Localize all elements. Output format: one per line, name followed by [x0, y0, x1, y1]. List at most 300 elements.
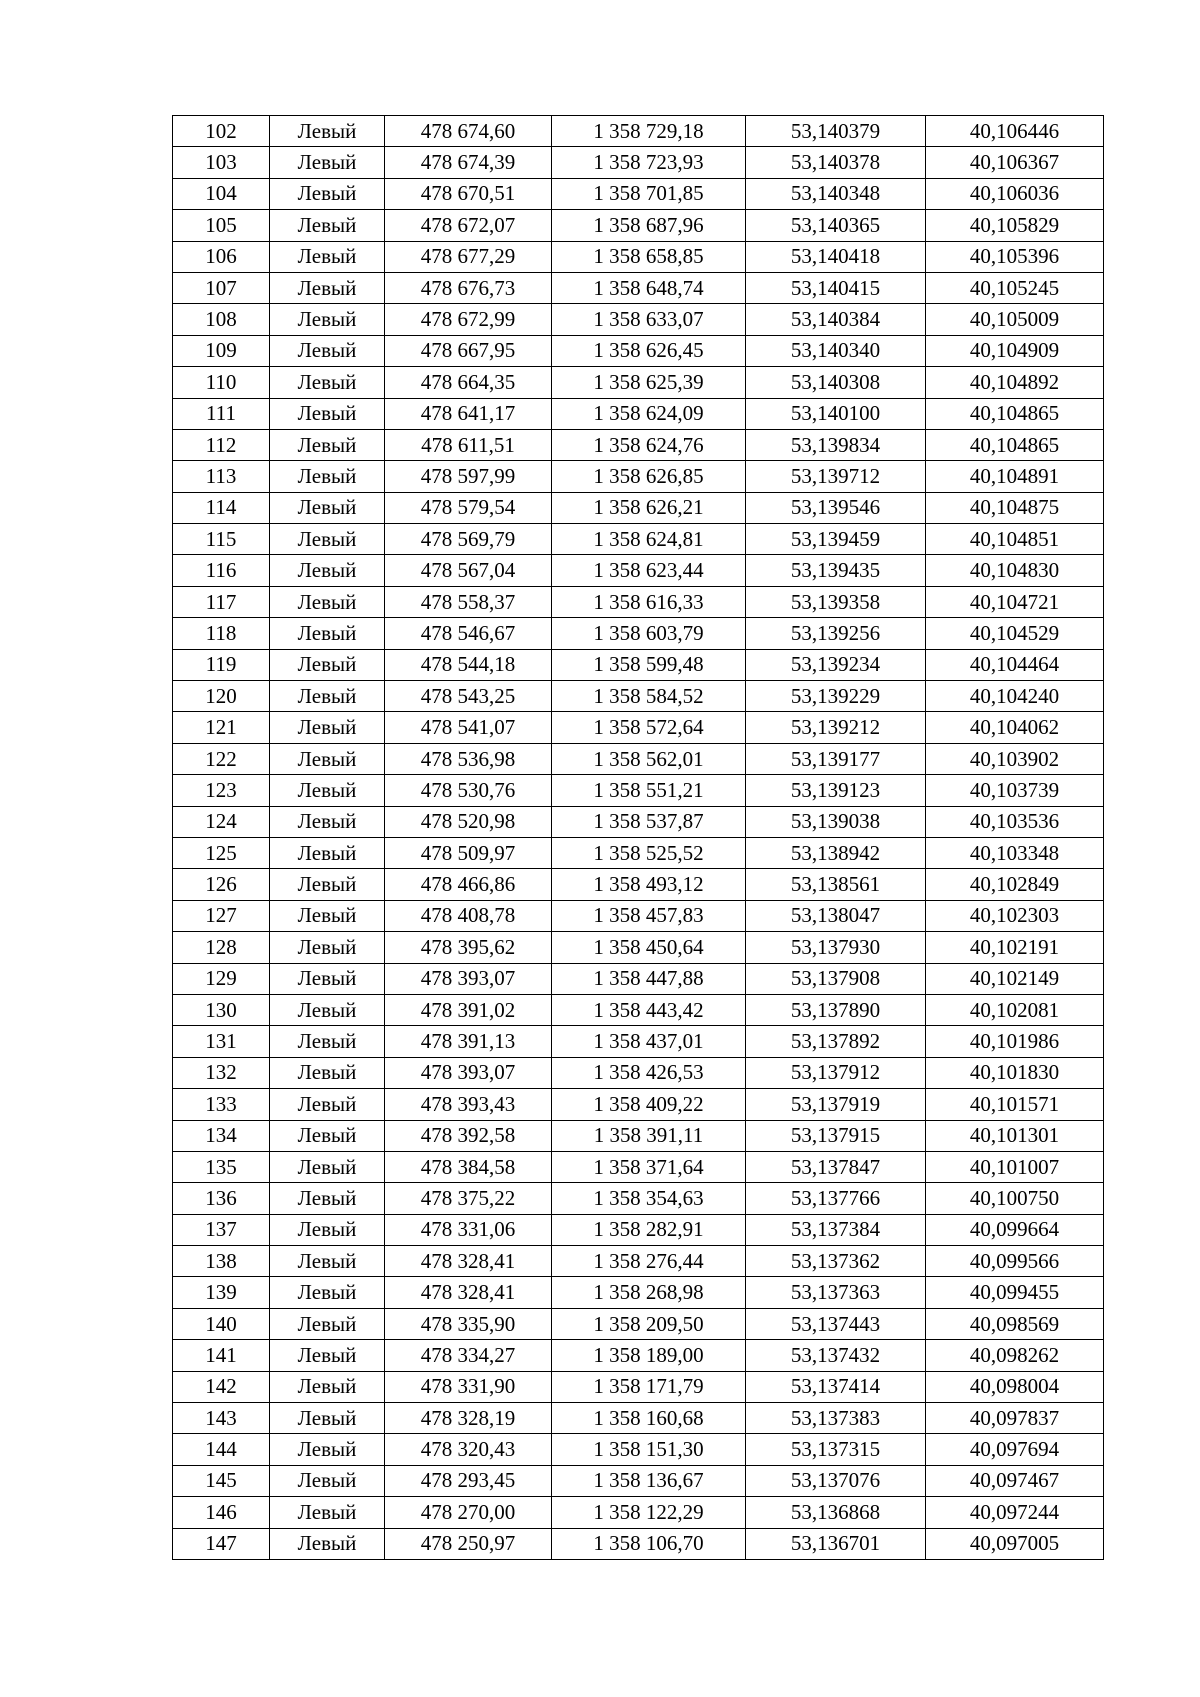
coordinate-x-cell: 478 674,60	[385, 116, 552, 147]
side-cell: Левый	[270, 241, 385, 272]
table-row	[173, 335, 1104, 366]
side-cell: Левый	[270, 743, 385, 774]
coordinate-y-cell: 1 358 603,79	[552, 618, 746, 649]
coordinate-x-cell: 478 544,18	[385, 649, 552, 680]
latitude-cell: 53,136701	[746, 1528, 926, 1559]
longitude-cell: 40,104892	[926, 367, 1104, 398]
coordinate-x-cell: 478 530,76	[385, 775, 552, 806]
side-cell: Левый	[270, 869, 385, 900]
side-cell: Левый	[270, 1089, 385, 1120]
point-number-cell: 142	[173, 1371, 270, 1402]
longitude-cell: 40,097005	[926, 1528, 1104, 1559]
longitude-cell: 40,104851	[926, 524, 1104, 555]
longitude-cell: 40,104909	[926, 335, 1104, 366]
coordinate-y-cell: 1 358 626,85	[552, 461, 746, 492]
coordinate-x-cell: 478 331,90	[385, 1371, 552, 1402]
point-number-cell: 106	[173, 241, 270, 272]
point-number-cell: 117	[173, 586, 270, 617]
latitude-cell: 53,139234	[746, 649, 926, 680]
side-cell: Левый	[270, 1340, 385, 1371]
longitude-cell: 40,104464	[926, 649, 1104, 680]
latitude-cell: 53,137919	[746, 1089, 926, 1120]
table-row	[173, 1403, 1104, 1434]
point-number-cell: 132	[173, 1057, 270, 1088]
longitude-cell: 40,103348	[926, 837, 1104, 868]
longitude-cell: 40,106036	[926, 178, 1104, 209]
longitude-cell: 40,103902	[926, 743, 1104, 774]
latitude-cell: 53,137383	[746, 1403, 926, 1434]
coordinate-x-cell: 478 674,39	[385, 147, 552, 178]
latitude-cell: 53,137847	[746, 1151, 926, 1182]
longitude-cell: 40,101007	[926, 1151, 1104, 1182]
table-row	[173, 1057, 1104, 1088]
coordinate-y-cell: 1 358 171,79	[552, 1371, 746, 1402]
table-row	[173, 837, 1104, 868]
point-number-cell: 109	[173, 335, 270, 366]
coordinate-x-cell: 478 331,06	[385, 1214, 552, 1245]
side-cell: Левый	[270, 775, 385, 806]
point-number-cell: 134	[173, 1120, 270, 1151]
latitude-cell: 53,140418	[746, 241, 926, 272]
point-number-cell: 136	[173, 1183, 270, 1214]
longitude-cell: 40,097837	[926, 1403, 1104, 1434]
coordinate-x-cell: 478 466,86	[385, 869, 552, 900]
coordinate-y-cell: 1 358 268,98	[552, 1277, 746, 1308]
table-row	[173, 994, 1104, 1025]
coordinate-x-cell: 478 393,07	[385, 1057, 552, 1088]
longitude-cell: 40,106446	[926, 116, 1104, 147]
table-row	[173, 681, 1104, 712]
latitude-cell: 53,139256	[746, 618, 926, 649]
longitude-cell: 40,102849	[926, 869, 1104, 900]
coordinate-x-cell: 478 320,43	[385, 1434, 552, 1465]
point-number-cell: 105	[173, 210, 270, 241]
longitude-cell: 40,105245	[926, 272, 1104, 303]
side-cell: Левый	[270, 1528, 385, 1559]
longitude-cell: 40,104891	[926, 461, 1104, 492]
side-cell: Левый	[270, 555, 385, 586]
table-row	[173, 1434, 1104, 1465]
latitude-cell: 53,137076	[746, 1465, 926, 1496]
side-cell: Левый	[270, 116, 385, 147]
table-row	[173, 116, 1104, 147]
side-cell: Левый	[270, 147, 385, 178]
point-number-cell: 126	[173, 869, 270, 900]
table-row	[173, 1528, 1104, 1559]
latitude-cell: 53,139038	[746, 806, 926, 837]
side-cell: Левый	[270, 461, 385, 492]
coordinate-y-cell: 1 358 209,50	[552, 1308, 746, 1339]
table-row	[173, 1340, 1104, 1371]
coordinate-y-cell: 1 358 624,09	[552, 398, 746, 429]
coordinate-x-cell: 478 579,54	[385, 492, 552, 523]
point-number-cell: 124	[173, 806, 270, 837]
coordinate-y-cell: 1 358 106,70	[552, 1528, 746, 1559]
longitude-cell: 40,105396	[926, 241, 1104, 272]
point-number-cell: 115	[173, 524, 270, 555]
point-number-cell: 129	[173, 963, 270, 994]
coordinate-x-cell: 478 670,51	[385, 178, 552, 209]
point-number-cell: 139	[173, 1277, 270, 1308]
side-cell: Левый	[270, 1497, 385, 1528]
coordinate-x-cell: 478 408,78	[385, 900, 552, 931]
coordinate-y-cell: 1 358 443,42	[552, 994, 746, 1025]
point-number-cell: 104	[173, 178, 270, 209]
latitude-cell: 53,140415	[746, 272, 926, 303]
point-number-cell: 137	[173, 1214, 270, 1245]
coordinate-x-cell: 478 250,97	[385, 1528, 552, 1559]
point-number-cell: 119	[173, 649, 270, 680]
coordinate-y-cell: 1 358 551,21	[552, 775, 746, 806]
side-cell: Левый	[270, 1120, 385, 1151]
longitude-cell: 40,098569	[926, 1308, 1104, 1339]
side-cell: Левый	[270, 712, 385, 743]
latitude-cell: 53,139212	[746, 712, 926, 743]
coordinate-y-cell: 1 358 537,87	[552, 806, 746, 837]
point-number-cell: 107	[173, 272, 270, 303]
coordinate-x-cell: 478 611,51	[385, 429, 552, 460]
coordinate-x-cell: 478 375,22	[385, 1183, 552, 1214]
latitude-cell: 53,140340	[746, 335, 926, 366]
coordinate-x-cell: 478 672,99	[385, 304, 552, 335]
coordinate-x-cell: 478 569,79	[385, 524, 552, 555]
coordinates-table	[172, 115, 1104, 1560]
coordinate-x-cell: 478 392,58	[385, 1120, 552, 1151]
coordinate-x-cell: 478 384,58	[385, 1151, 552, 1182]
coordinate-x-cell: 478 558,37	[385, 586, 552, 617]
side-cell: Левый	[270, 932, 385, 963]
side-cell: Левый	[270, 806, 385, 837]
latitude-cell: 53,137908	[746, 963, 926, 994]
coordinate-y-cell: 1 358 437,01	[552, 1026, 746, 1057]
latitude-cell: 53,139435	[746, 555, 926, 586]
point-number-cell: 118	[173, 618, 270, 649]
coordinate-y-cell: 1 358 572,64	[552, 712, 746, 743]
coordinate-x-cell: 478 293,45	[385, 1465, 552, 1496]
longitude-cell: 40,102303	[926, 900, 1104, 931]
latitude-cell: 53,137362	[746, 1246, 926, 1277]
coordinate-x-cell: 478 391,13	[385, 1026, 552, 1057]
coordinate-y-cell: 1 358 616,33	[552, 586, 746, 617]
coordinate-y-cell: 1 358 276,44	[552, 1246, 746, 1277]
table-row	[173, 272, 1104, 303]
point-number-cell: 133	[173, 1089, 270, 1120]
coordinate-x-cell: 478 541,07	[385, 712, 552, 743]
latitude-cell: 53,139834	[746, 429, 926, 460]
longitude-cell: 40,101301	[926, 1120, 1104, 1151]
table-row	[173, 775, 1104, 806]
point-number-cell: 135	[173, 1151, 270, 1182]
point-number-cell: 110	[173, 367, 270, 398]
coordinate-x-cell: 478 667,95	[385, 335, 552, 366]
coordinate-y-cell: 1 358 160,68	[552, 1403, 746, 1434]
coordinate-y-cell: 1 358 701,85	[552, 178, 746, 209]
side-cell: Левый	[270, 1308, 385, 1339]
coordinate-y-cell: 1 358 426,53	[552, 1057, 746, 1088]
point-number-cell: 120	[173, 681, 270, 712]
coordinate-y-cell: 1 358 599,48	[552, 649, 746, 680]
table-row	[173, 304, 1104, 335]
side-cell: Левый	[270, 586, 385, 617]
side-cell: Левый	[270, 1151, 385, 1182]
point-number-cell: 123	[173, 775, 270, 806]
point-number-cell: 131	[173, 1026, 270, 1057]
coordinate-y-cell: 1 358 282,91	[552, 1214, 746, 1245]
coordinate-x-cell: 478 536,98	[385, 743, 552, 774]
coordinate-x-cell: 478 334,27	[385, 1340, 552, 1371]
table-row	[173, 586, 1104, 617]
coordinate-y-cell: 1 358 136,67	[552, 1465, 746, 1496]
point-number-cell: 116	[173, 555, 270, 586]
coordinate-x-cell: 478 391,02	[385, 994, 552, 1025]
table-row	[173, 1308, 1104, 1339]
table-row	[173, 649, 1104, 680]
table-row	[173, 963, 1104, 994]
latitude-cell: 53,137915	[746, 1120, 926, 1151]
table-row	[173, 1371, 1104, 1402]
point-number-cell: 103	[173, 147, 270, 178]
coordinate-x-cell: 478 328,41	[385, 1277, 552, 1308]
table-row	[173, 398, 1104, 429]
latitude-cell: 53,139358	[746, 586, 926, 617]
coordinate-y-cell: 1 358 648,74	[552, 272, 746, 303]
coordinate-x-cell: 478 393,07	[385, 963, 552, 994]
table-row	[173, 367, 1104, 398]
coordinate-y-cell: 1 358 493,12	[552, 869, 746, 900]
longitude-cell: 40,104830	[926, 555, 1104, 586]
table-row	[173, 900, 1104, 931]
side-cell: Левый	[270, 1277, 385, 1308]
point-number-cell: 130	[173, 994, 270, 1025]
longitude-cell: 40,097244	[926, 1497, 1104, 1528]
longitude-cell: 40,104240	[926, 681, 1104, 712]
side-cell: Левый	[270, 900, 385, 931]
coordinate-y-cell: 1 358 625,39	[552, 367, 746, 398]
longitude-cell: 40,104721	[926, 586, 1104, 617]
table-row	[173, 869, 1104, 900]
table-row	[173, 932, 1104, 963]
table-row	[173, 743, 1104, 774]
point-number-cell: 112	[173, 429, 270, 460]
latitude-cell: 53,140378	[746, 147, 926, 178]
point-number-cell: 127	[173, 900, 270, 931]
latitude-cell: 53,139229	[746, 681, 926, 712]
table-row	[173, 1151, 1104, 1182]
side-cell: Левый	[270, 1183, 385, 1214]
coordinate-y-cell: 1 358 624,76	[552, 429, 746, 460]
side-cell: Левый	[270, 1371, 385, 1402]
longitude-cell: 40,103536	[926, 806, 1104, 837]
latitude-cell: 53,137912	[746, 1057, 926, 1088]
side-cell: Левый	[270, 429, 385, 460]
coordinate-y-cell: 1 358 626,45	[552, 335, 746, 366]
coordinate-x-cell: 478 270,00	[385, 1497, 552, 1528]
longitude-cell: 40,101986	[926, 1026, 1104, 1057]
coordinate-y-cell: 1 358 633,07	[552, 304, 746, 335]
table-row	[173, 1026, 1104, 1057]
latitude-cell: 53,137363	[746, 1277, 926, 1308]
longitude-cell: 40,106367	[926, 147, 1104, 178]
coordinate-x-cell: 478 509,97	[385, 837, 552, 868]
side-cell: Левый	[270, 398, 385, 429]
side-cell: Левый	[270, 681, 385, 712]
latitude-cell: 53,136868	[746, 1497, 926, 1528]
coordinate-x-cell: 478 335,90	[385, 1308, 552, 1339]
coordinate-x-cell: 478 328,41	[385, 1246, 552, 1277]
point-number-cell: 125	[173, 837, 270, 868]
coordinate-y-cell: 1 358 562,01	[552, 743, 746, 774]
longitude-cell: 40,104865	[926, 398, 1104, 429]
point-number-cell: 138	[173, 1246, 270, 1277]
table-row	[173, 1246, 1104, 1277]
latitude-cell: 53,137384	[746, 1214, 926, 1245]
table-row	[173, 429, 1104, 460]
longitude-cell: 40,104062	[926, 712, 1104, 743]
coordinate-y-cell: 1 358 409,22	[552, 1089, 746, 1120]
latitude-cell: 53,140379	[746, 116, 926, 147]
side-cell: Левый	[270, 367, 385, 398]
coordinate-y-cell: 1 358 623,44	[552, 555, 746, 586]
latitude-cell: 53,139546	[746, 492, 926, 523]
coordinate-x-cell: 478 546,67	[385, 618, 552, 649]
latitude-cell: 53,137766	[746, 1183, 926, 1214]
latitude-cell: 53,140100	[746, 398, 926, 429]
coordinate-y-cell: 1 358 658,85	[552, 241, 746, 272]
longitude-cell: 40,097467	[926, 1465, 1104, 1496]
longitude-cell: 40,101571	[926, 1089, 1104, 1120]
latitude-cell: 53,137892	[746, 1026, 926, 1057]
table-row	[173, 178, 1104, 209]
side-cell: Левый	[270, 649, 385, 680]
point-number-cell: 146	[173, 1497, 270, 1528]
longitude-cell: 40,105009	[926, 304, 1104, 335]
table-row	[173, 712, 1104, 743]
latitude-cell: 53,139712	[746, 461, 926, 492]
side-cell: Левый	[270, 1026, 385, 1057]
table-row	[173, 492, 1104, 523]
coordinates-table-body	[173, 116, 1104, 1560]
longitude-cell: 40,099664	[926, 1214, 1104, 1245]
coordinate-y-cell: 1 358 723,93	[552, 147, 746, 178]
point-number-cell: 144	[173, 1434, 270, 1465]
latitude-cell: 53,137930	[746, 932, 926, 963]
point-number-cell: 143	[173, 1403, 270, 1434]
table-row	[173, 1120, 1104, 1151]
longitude-cell: 40,099566	[926, 1246, 1104, 1277]
point-number-cell: 113	[173, 461, 270, 492]
coordinate-x-cell: 478 520,98	[385, 806, 552, 837]
latitude-cell: 53,140348	[746, 178, 926, 209]
longitude-cell: 40,105829	[926, 210, 1104, 241]
longitude-cell: 40,098262	[926, 1340, 1104, 1371]
coordinate-y-cell: 1 358 391,11	[552, 1120, 746, 1151]
latitude-cell: 53,137443	[746, 1308, 926, 1339]
table-row	[173, 1277, 1104, 1308]
coordinate-x-cell: 478 328,19	[385, 1403, 552, 1434]
coordinate-y-cell: 1 358 122,29	[552, 1497, 746, 1528]
table-row	[173, 1183, 1104, 1214]
side-cell: Левый	[270, 1465, 385, 1496]
table-row	[173, 241, 1104, 272]
side-cell: Левый	[270, 178, 385, 209]
table-row	[173, 461, 1104, 492]
side-cell: Левый	[270, 1057, 385, 1088]
point-number-cell: 122	[173, 743, 270, 774]
point-number-cell: 114	[173, 492, 270, 523]
longitude-cell: 40,104875	[926, 492, 1104, 523]
point-number-cell: 102	[173, 116, 270, 147]
latitude-cell: 53,140365	[746, 210, 926, 241]
side-cell: Левый	[270, 1403, 385, 1434]
coordinate-x-cell: 478 672,07	[385, 210, 552, 241]
side-cell: Левый	[270, 272, 385, 303]
coordinate-y-cell: 1 358 687,96	[552, 210, 746, 241]
latitude-cell: 53,137890	[746, 994, 926, 1025]
side-cell: Левый	[270, 994, 385, 1025]
longitude-cell: 40,097694	[926, 1434, 1104, 1465]
latitude-cell: 53,137315	[746, 1434, 926, 1465]
side-cell: Левый	[270, 524, 385, 555]
point-number-cell: 141	[173, 1340, 270, 1371]
table-row	[173, 1089, 1104, 1120]
coordinate-x-cell: 478 676,73	[385, 272, 552, 303]
coordinate-y-cell: 1 358 371,64	[552, 1151, 746, 1182]
coordinate-y-cell: 1 358 151,30	[552, 1434, 746, 1465]
side-cell: Левый	[270, 492, 385, 523]
coordinate-x-cell: 478 641,17	[385, 398, 552, 429]
coordinate-y-cell: 1 358 447,88	[552, 963, 746, 994]
longitude-cell: 40,103739	[926, 775, 1104, 806]
side-cell: Левый	[270, 1246, 385, 1277]
table-row	[173, 618, 1104, 649]
longitude-cell: 40,104529	[926, 618, 1104, 649]
coordinate-y-cell: 1 358 624,81	[552, 524, 746, 555]
longitude-cell: 40,099455	[926, 1277, 1104, 1308]
longitude-cell: 40,098004	[926, 1371, 1104, 1402]
point-number-cell: 145	[173, 1465, 270, 1496]
latitude-cell: 53,138561	[746, 869, 926, 900]
longitude-cell: 40,102191	[926, 932, 1104, 963]
side-cell: Левый	[270, 1434, 385, 1465]
coordinate-x-cell: 478 395,62	[385, 932, 552, 963]
side-cell: Левый	[270, 210, 385, 241]
point-number-cell: 140	[173, 1308, 270, 1339]
latitude-cell: 53,137414	[746, 1371, 926, 1402]
side-cell: Левый	[270, 304, 385, 335]
side-cell: Левый	[270, 963, 385, 994]
latitude-cell: 53,138942	[746, 837, 926, 868]
coordinate-y-cell: 1 358 457,83	[552, 900, 746, 931]
coordinate-x-cell: 478 664,35	[385, 367, 552, 398]
coordinate-y-cell: 1 358 189,00	[552, 1340, 746, 1371]
latitude-cell: 53,138047	[746, 900, 926, 931]
longitude-cell: 40,100750	[926, 1183, 1104, 1214]
longitude-cell: 40,104865	[926, 429, 1104, 460]
latitude-cell: 53,140384	[746, 304, 926, 335]
coordinate-y-cell: 1 358 525,52	[552, 837, 746, 868]
longitude-cell: 40,101830	[926, 1057, 1104, 1088]
latitude-cell: 53,139459	[746, 524, 926, 555]
coordinate-x-cell: 478 393,43	[385, 1089, 552, 1120]
coordinate-y-cell: 1 358 626,21	[552, 492, 746, 523]
table-row	[173, 555, 1104, 586]
coordinate-x-cell: 478 543,25	[385, 681, 552, 712]
table-row	[173, 806, 1104, 837]
table-row	[173, 147, 1104, 178]
latitude-cell: 53,139177	[746, 743, 926, 774]
table-row	[173, 1497, 1104, 1528]
point-number-cell: 121	[173, 712, 270, 743]
